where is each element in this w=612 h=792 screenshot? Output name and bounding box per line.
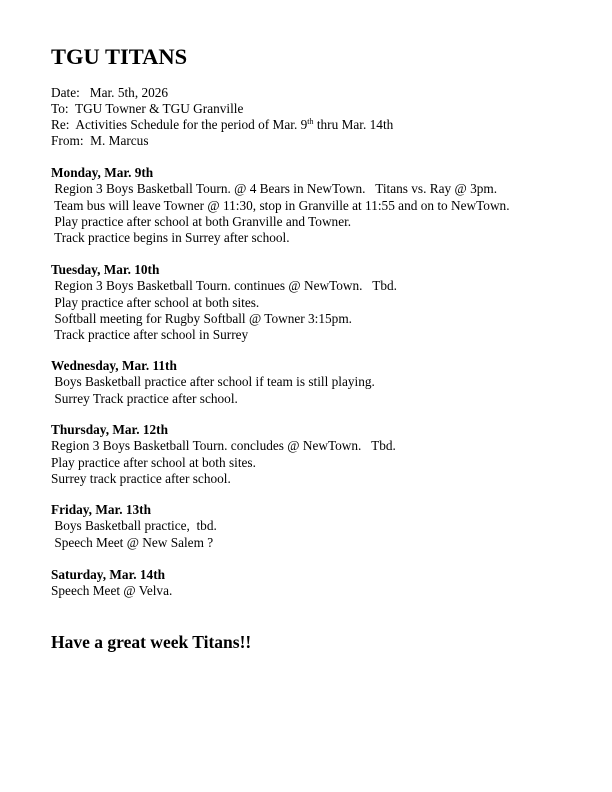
schedule-line: Track practice after school in Surrey xyxy=(51,327,249,343)
day-section-tuesday xyxy=(51,262,397,343)
day-section-monday xyxy=(51,165,510,246)
schedule-line: Play practice after school at both sites. xyxy=(51,454,256,470)
schedule-line: Region 3 Boys Basketball Tourn. continues @ NewTown. Tbd. xyxy=(51,278,397,294)
schedule-line: Speech Meet @ Velva. xyxy=(51,583,173,599)
day-section-saturday xyxy=(51,567,172,600)
day-heading: Monday, Mar. 9th xyxy=(51,165,154,180)
day-heading: Thursday, Mar. 12th xyxy=(51,422,168,437)
memo-re-superscript: th xyxy=(307,117,314,126)
schedule-line: Play practice after school at both sites. xyxy=(51,294,260,310)
memo-re-prefix: Re: Activities Schedule for the period of Mar. 9 xyxy=(51,117,308,132)
schedule-line: Team bus will leave Towner @ 11:30, stop in Granville at 11:55 and on to NewTown. xyxy=(51,197,510,213)
day-heading: Wednesday, Mar. 11th xyxy=(51,358,177,373)
schedule-line: Speech Meet @ New Salem ? xyxy=(51,534,214,550)
document-title: TGU TITANS xyxy=(51,44,188,69)
memo-date: Date: Mar. 5th, 2026 xyxy=(51,85,169,100)
memo-re-suffix: thru Mar. 14th xyxy=(313,117,394,132)
memo-re xyxy=(51,117,393,133)
day-section-wednesday xyxy=(51,358,375,407)
day-heading: Friday, Mar. 13th xyxy=(51,502,151,517)
schedule-line: Surrey Track practice after school. xyxy=(51,390,238,406)
day-heading: Tuesday, Mar. 10th xyxy=(51,262,160,277)
schedule-line: Region 3 Boys Basketball Tourn. @ 4 Bears in NewTown. Titans vs. Ray @ 3pm. xyxy=(51,181,498,197)
day-heading: Saturday, Mar. 14th xyxy=(51,567,166,582)
schedule-line: Region 3 Boys Basketball Tourn. concludes @ NewTown. Tbd. xyxy=(51,438,396,454)
schedule-line: Play practice after school at both Granville and Towner. xyxy=(51,213,352,229)
day-section-friday xyxy=(51,502,217,551)
memo-to: To: TGU Towner & TGU Granville xyxy=(51,101,244,116)
memo-header xyxy=(51,85,393,149)
schedule-line: Boys Basketball practice, tbd. xyxy=(51,518,217,534)
schedule-line: Softball meeting for Rugby Softball @ Towner 3:15pm. xyxy=(51,310,352,326)
closing-message: Have a great week Titans!! xyxy=(51,632,252,652)
day-section-thursday xyxy=(51,422,396,487)
memo-from: From: M. Marcus xyxy=(51,133,149,148)
schedule-line: Track practice begins in Surrey after school. xyxy=(51,230,290,246)
schedule-line: Surrey track practice after school. xyxy=(51,470,231,486)
schedule-line: Boys Basketball practice after school if team is still playing. xyxy=(51,374,375,390)
